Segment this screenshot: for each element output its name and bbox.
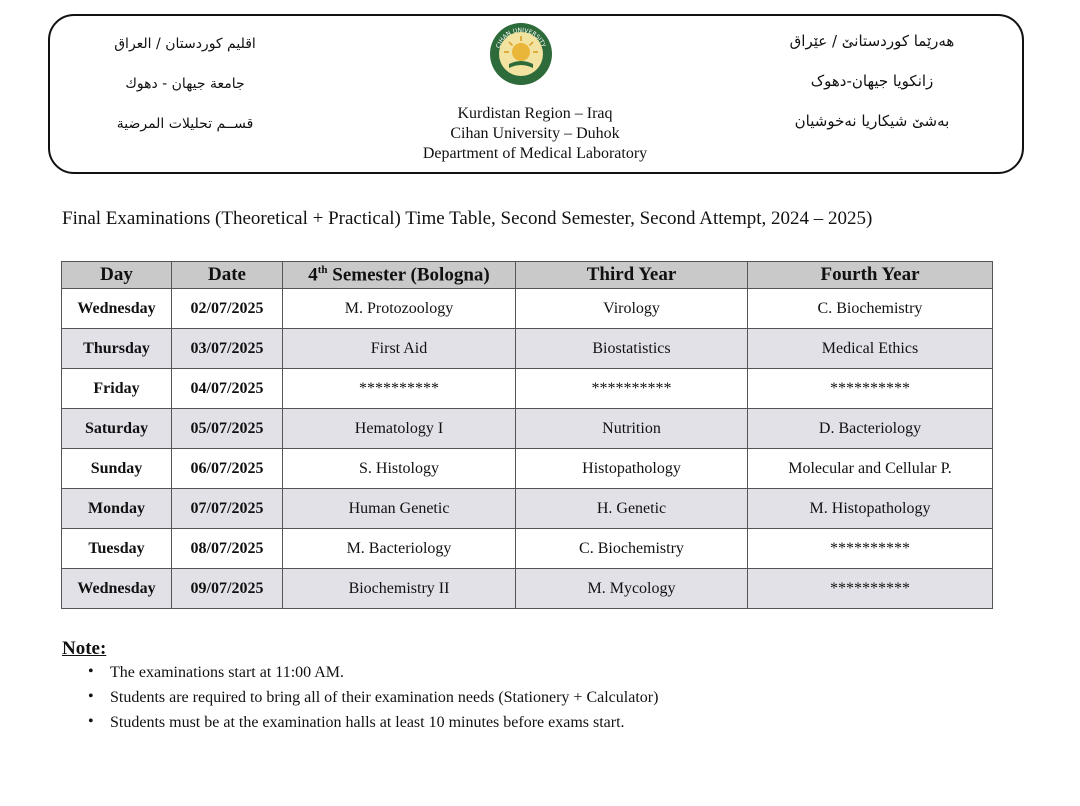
table-header-row [62,262,993,289]
english-line-university: Cihan University – Duhok [450,125,620,142]
cell-third-year: M. Mycology [516,569,748,609]
header-third-year: Third Year [516,262,748,289]
table-row [62,569,993,609]
cell-date: 05/07/2025 [172,409,283,449]
cell-date: 06/07/2025 [172,449,283,489]
note-item: • The examinations start at 11:00 AM. [110,664,658,689]
cell-day: Wednesday [62,289,172,329]
cell-fourth-year: C. Biochemistry [748,289,993,329]
table-row [62,369,993,409]
kurdish-line-department: بەشێ شیکاریا نەخوشیان [794,112,950,130]
cell-third-year: Virology [516,289,748,329]
table-row [62,289,993,329]
cell-4th-semester: First Aid [283,329,516,369]
table-row [62,529,993,569]
cell-day: Friday [62,369,172,409]
table-row [62,489,993,529]
cell-4th-semester: S. Histology [283,449,516,489]
exam-timetable [61,261,993,609]
note-item: • Students must be at the examination halls at least 10 minutes before exams start. [110,714,658,739]
cell-date: 04/07/2025 [172,369,283,409]
cell-day: Monday [62,489,172,529]
cell-day: Saturday [62,409,172,449]
english-line-region: Kurdistan Region – Iraq [457,105,613,122]
cell-date: 02/07/2025 [172,289,283,329]
cell-4th-semester: ********** [283,369,516,409]
english-address [390,104,680,164]
note-heading: Note: [62,638,107,659]
cell-4th-semester: M. Protozoology [283,289,516,329]
arabic-line-university: جامعة جيهان - دهوك [125,76,245,92]
cell-date: 09/07/2025 [172,569,283,609]
kurdish-address [762,32,982,152]
header-fourth-year: Fourth Year [748,262,993,289]
cell-day: Wednesday [62,569,172,609]
cell-fourth-year: ********** [748,569,993,609]
cell-third-year: ********** [516,369,748,409]
cell-day: Sunday [62,449,172,489]
cell-third-year: Biostatistics [516,329,748,369]
kurdish-line-university: زانکویا جیهان-دهوک [810,72,934,90]
cell-fourth-year: ********** [748,369,993,409]
cell-4th-semester: Biochemistry II [283,569,516,609]
cell-date: 08/07/2025 [172,529,283,569]
header-4th-semester: 4th Semester (Bologna) [283,262,516,289]
university-logo [489,22,553,86]
cell-fourth-year: M. Histopathology [748,489,993,529]
letterhead [48,14,1024,174]
cell-day: Tuesday [62,529,172,569]
cell-date: 03/07/2025 [172,329,283,369]
note-item: • Students are required to bring all of their examination needs (Stationery + Calculator) [110,689,658,714]
arabic-line-region: اقليم كوردستان / العراق [114,36,256,52]
cell-day: Thursday [62,329,172,369]
cell-fourth-year: Molecular and Cellular P. [748,449,993,489]
kurdish-line-region: هەرێما کوردستانێ / عێراق [789,32,955,50]
table-row [62,329,993,369]
cell-third-year: C. Biochemistry [516,529,748,569]
table-row [62,409,993,449]
cell-fourth-year: D. Bacteriology [748,409,993,449]
english-line-department: Department of Medical Laboratory [422,145,648,162]
header-day: Day [62,262,172,289]
note-list [110,664,658,739]
table-row [62,449,993,489]
document-title: Final Examinations (Theoretical + Practical) Time Table, Second Semester, Second Attempt, 2024 – 2025) [62,208,873,229]
arabic-line-department: قســم تحليلات المرضية [116,116,254,132]
svg-text:CIHAN UNIVERSITY: CIHAN UNIVERSITY [494,26,547,50]
cell-fourth-year: ********** [748,529,993,569]
arabic-address [90,36,280,156]
header-date: Date [172,262,283,289]
cell-4th-semester: M. Bacteriology [283,529,516,569]
cell-third-year: Nutrition [516,409,748,449]
cell-third-year: Histopathology [516,449,748,489]
cell-4th-semester: Human Genetic [283,489,516,529]
cell-fourth-year: Medical Ethics [748,329,993,369]
cell-third-year: H. Genetic [516,489,748,529]
cell-4th-semester: Hematology I [283,409,516,449]
cell-date: 07/07/2025 [172,489,283,529]
